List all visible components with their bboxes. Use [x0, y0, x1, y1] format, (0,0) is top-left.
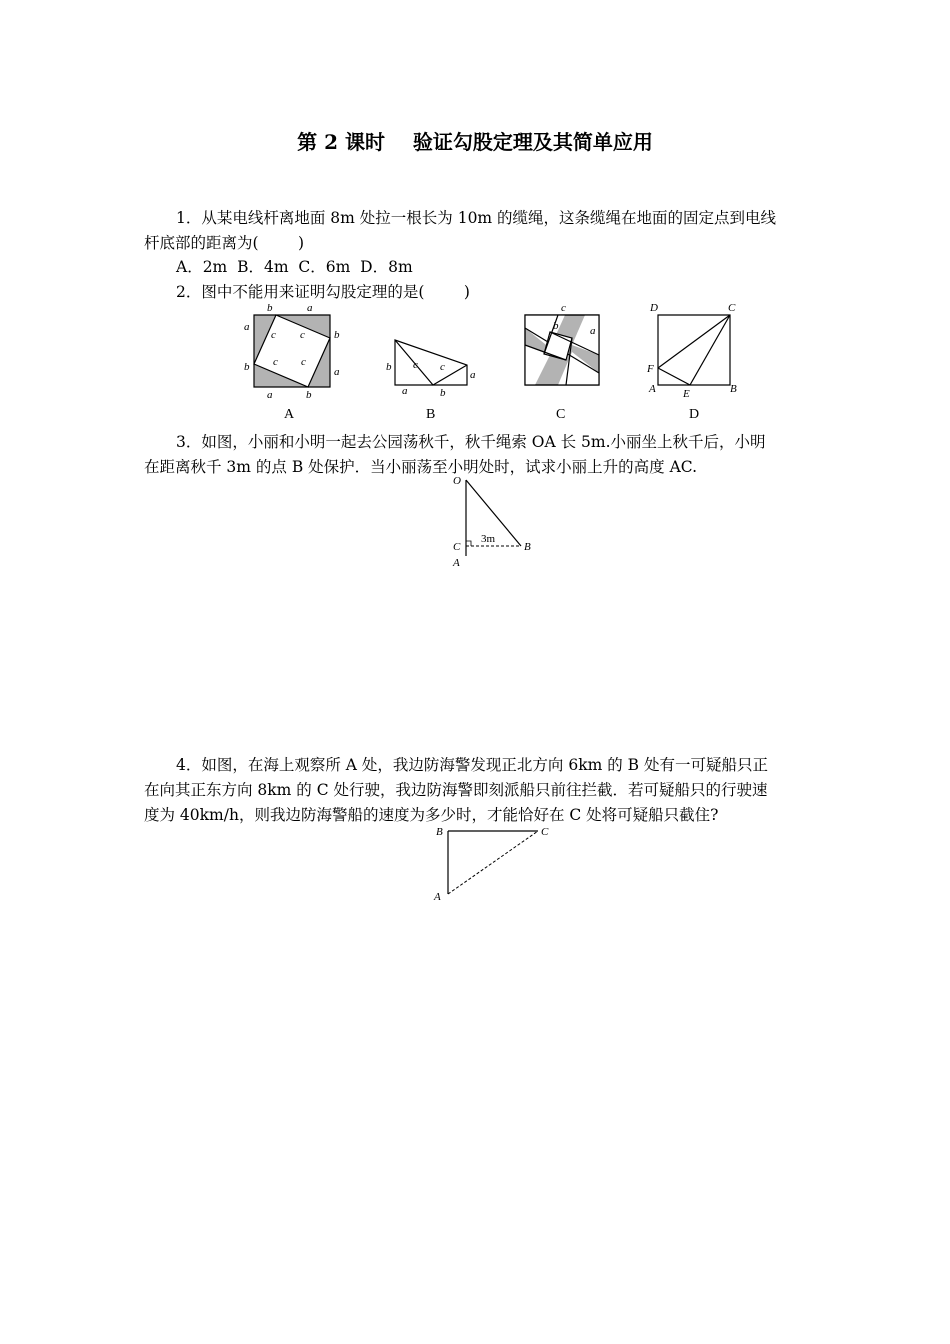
- q2-figure-a: [236, 300, 346, 425]
- fig-a-label-a2: a: [244, 321, 250, 333]
- fig-a-label-c2: c: [300, 329, 305, 341]
- page-title: 第 2 课时 验证勾股定理及其简单应用: [297, 130, 653, 154]
- q4-label-B: B: [436, 826, 443, 838]
- q4-line-3: 度为 40km/h，则我边防海警船的速度为多少时，才能恰好在 C 处将可疑船只截住?: [144, 806, 719, 824]
- fig-b-label-c1: c: [413, 359, 418, 371]
- fig-a-label-a4: a: [267, 389, 273, 401]
- q3-line-1: 3．如图，小丽和小明一起去公园荡秋千，秋千绳索 OA 长 5m.小丽坐上秋千后，小明: [176, 433, 766, 451]
- q3-label-C: C: [453, 541, 461, 553]
- fig-d-label-F: F: [647, 363, 654, 375]
- q3-label-dist: 3m: [481, 533, 496, 545]
- fig-d-label-A: A: [649, 383, 656, 395]
- fig-a-label-c4: c: [301, 356, 306, 368]
- q1-options: A．2m B．4m C．6m D．8m: [176, 258, 413, 276]
- fig-a-label-b3: b: [244, 361, 250, 373]
- fig-d-label-B: B: [730, 383, 737, 395]
- q1-line-1: 1．从某电线杆离地面 8m 处拉一根长为 10m 的缆绳，这条缆绳在地面的固定点到电线: [176, 209, 777, 227]
- q3-label-O: O: [453, 475, 461, 487]
- q2-figure-c: [510, 300, 620, 425]
- q2-figure-d: [640, 300, 755, 425]
- fig-c-label-c: c: [561, 302, 566, 314]
- q1-line-2: 杆底部的距离为( ): [144, 234, 305, 252]
- fig-d-label-E: E: [683, 388, 690, 400]
- fig-d-label-C: C: [728, 302, 736, 314]
- q4-line-2: 在向其正东方向 8km 的 C 处行驶，我边防海警即刻派船只前往拦截．若可疑船只的行驶速: [144, 781, 768, 799]
- fig-d-caption: D: [689, 407, 700, 422]
- fig-b-label-c2: c: [440, 361, 445, 373]
- fig-d-label-D: D: [650, 302, 658, 314]
- q4-line-1: 4．如图，在海上观察所 A 处，我边防海警发现正北方向 6km 的 B 处有一可疑船只正: [176, 756, 768, 774]
- q3-label-A: A: [453, 557, 460, 569]
- q3-figure: [445, 472, 545, 572]
- q3-line-2: 在距离秋千 3m 的点 B 处保护．当小丽荡至小明处时，试求小丽上升的高度 AC.: [144, 458, 698, 476]
- fig-a-label-b1: b: [267, 302, 273, 314]
- fig-c-label-a: a: [590, 325, 596, 337]
- fig-b-label-b2: b: [440, 387, 446, 399]
- q2-text: 2．图中不能用来证明勾股定理的是( ): [176, 283, 470, 301]
- fig-b-label-a1: a: [470, 369, 476, 381]
- fig-a-caption: A: [284, 407, 295, 422]
- q3-label-B: B: [524, 541, 531, 553]
- fig-a-label-c1: c: [271, 329, 276, 341]
- q2-figure-b: [378, 330, 493, 425]
- fig-b-caption: B: [426, 407, 436, 422]
- fig-a-label-c3: c: [273, 356, 278, 368]
- fig-c-label-b: b: [553, 320, 559, 332]
- q4-figure: [430, 822, 560, 907]
- q4-label-C: C: [541, 826, 549, 838]
- fig-a-label-b2: b: [334, 329, 340, 341]
- fig-b-label-a2: a: [402, 385, 408, 397]
- fig-a-label-a3: a: [334, 366, 340, 378]
- fig-b-label-b1: b: [386, 361, 392, 373]
- fig-a-label-a1: a: [307, 302, 313, 314]
- q4-label-A: A: [434, 891, 441, 903]
- fig-c-caption: C: [556, 407, 566, 422]
- fig-a-label-b4: b: [306, 389, 312, 401]
